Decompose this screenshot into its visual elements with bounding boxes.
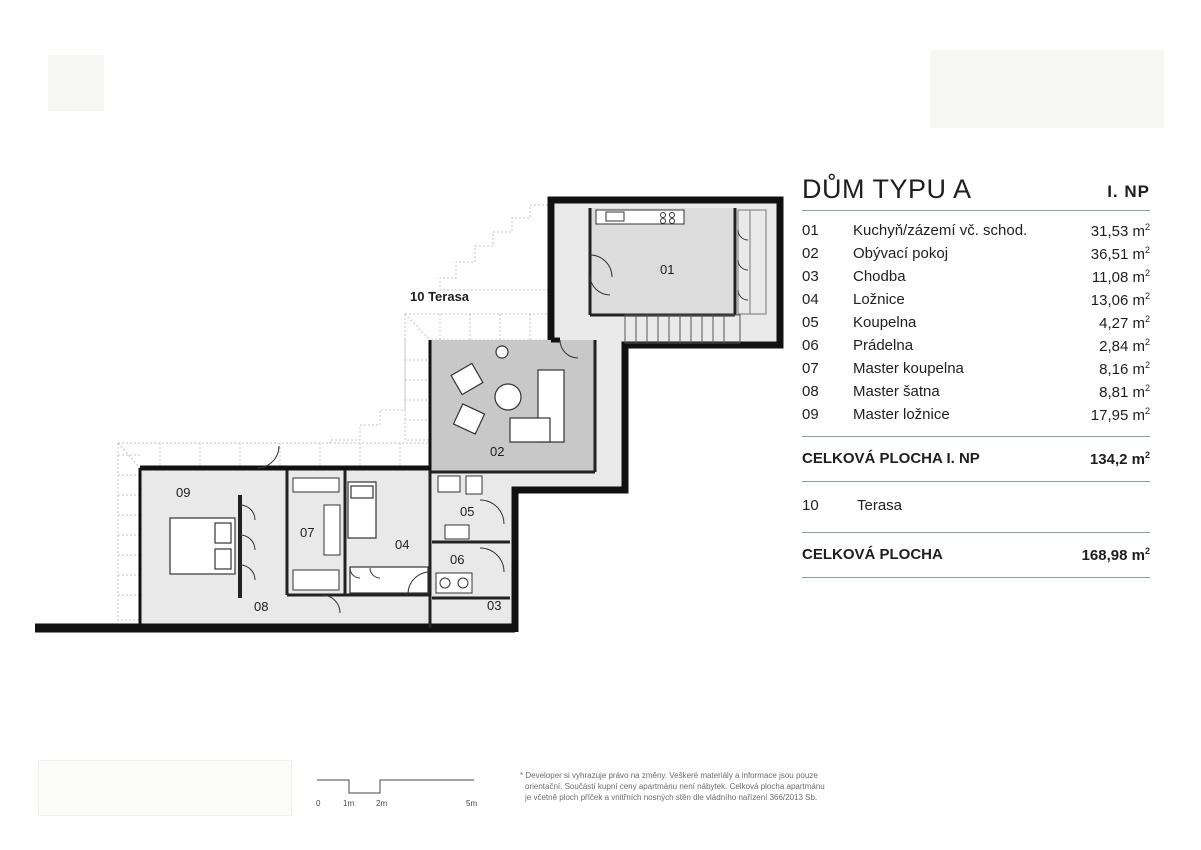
terrace-number: 10 xyxy=(802,497,819,514)
area-exponent: 2 xyxy=(1144,314,1150,324)
room-tag-08: 08 xyxy=(254,599,269,614)
area-unit: m xyxy=(1132,361,1145,378)
area-unit: m xyxy=(1132,384,1145,401)
total-label: CELKOVÁ PLOCHA xyxy=(802,546,943,563)
room-name: Ložnice xyxy=(853,291,905,308)
floor-label: I. NP xyxy=(1107,182,1150,201)
room-area-value: 2,84 xyxy=(1099,338,1129,355)
room-row xyxy=(802,334,1150,357)
area-exponent: 2 xyxy=(1144,383,1150,393)
room-number: 07 xyxy=(802,360,819,377)
floor-total-value: 134,2 $m^2$ xyxy=(1089,450,1150,468)
room-row xyxy=(802,311,1150,334)
area-unit: m xyxy=(1132,269,1145,286)
room-row xyxy=(802,380,1150,403)
room-number: 04 xyxy=(802,291,819,308)
room-row xyxy=(802,242,1150,265)
room-area xyxy=(1099,337,1150,355)
room-number: 01 xyxy=(802,222,819,239)
terrace-label: 10 Terasa xyxy=(410,289,470,304)
room-number: 03 xyxy=(802,268,819,285)
room-name: Master koupelna xyxy=(853,360,964,377)
scale-tick-2m: 2m xyxy=(376,799,388,808)
room-name: Obývací pokoj xyxy=(853,245,949,262)
room-tag-04: 04 xyxy=(395,537,410,552)
area-unit: m xyxy=(1132,338,1145,355)
room-name: Koupelna xyxy=(853,314,917,331)
room-name: Prádelna xyxy=(853,337,914,354)
scale-tick-0: 0 xyxy=(316,799,321,808)
room-row xyxy=(802,265,1150,288)
area-unit: m xyxy=(1132,292,1145,309)
floor-total-row xyxy=(802,437,1150,481)
area-unit: m xyxy=(1132,407,1145,424)
room-area-value: 11,08 xyxy=(1091,269,1129,286)
room-name: Master šatna xyxy=(853,383,940,400)
master-bed xyxy=(170,518,235,574)
room-area-value: 4,27 xyxy=(1099,315,1129,332)
room-row xyxy=(802,219,1150,242)
room-area xyxy=(1091,291,1150,309)
floor-total-label: CELKOVÁ PLOCHA I. NP xyxy=(802,450,980,467)
scale-bar xyxy=(314,775,484,815)
room-legend xyxy=(802,170,1150,578)
room-area xyxy=(1091,222,1150,240)
area-exponent: 2 xyxy=(1144,337,1150,347)
total-row xyxy=(802,533,1150,577)
area-exponent: 2 xyxy=(1144,291,1150,301)
room-tag-09: 09 xyxy=(176,485,191,500)
disclaimer-line: je včetně ploch příček a vnitřních nosných stěn dle vládního nařízení 366/2013 Sb. xyxy=(525,793,818,802)
room-area-value: 8,81 xyxy=(1099,384,1129,401)
area-exponent: 2 xyxy=(1144,406,1150,416)
brand-placeholder xyxy=(930,50,1164,128)
house-type-title: DŮM TYPU A xyxy=(802,174,972,204)
room-tag-06: 06 xyxy=(450,552,465,567)
room-area xyxy=(1091,406,1150,424)
divider xyxy=(802,577,1150,578)
area-unit: m xyxy=(1132,246,1145,263)
area-exponent: 2 xyxy=(1144,268,1150,278)
disclaimer-line: * Developer si vyhrazuje právo na změny. Veškeré materiály a informace jsou pouze xyxy=(520,771,818,780)
room-name: Master ložnice xyxy=(853,406,950,423)
kitchen-counter xyxy=(596,210,684,224)
room-tag-01: 01 xyxy=(660,262,675,277)
room-area xyxy=(1099,314,1150,332)
area-unit: m xyxy=(1132,223,1145,240)
room-name: Chodba xyxy=(853,268,906,285)
area-exponent: 2 xyxy=(1144,222,1150,232)
room-area xyxy=(1092,268,1150,286)
room-tag-02: 02 xyxy=(490,444,505,459)
area-exponent: 2 xyxy=(1144,360,1150,370)
room-number: 08 xyxy=(802,383,819,400)
scale-tick-1m: 1m xyxy=(343,799,355,808)
room-list xyxy=(802,219,1150,426)
room-name: Kuchyň/zázemí vč. schod. xyxy=(853,222,1028,239)
room-area xyxy=(1099,383,1150,401)
room-area-value: 8,16 xyxy=(1099,361,1129,378)
room-area-value: 31,53 xyxy=(1090,223,1129,240)
terrace-row xyxy=(802,482,1150,532)
room-row xyxy=(802,357,1150,380)
room-number: 09 xyxy=(802,406,819,423)
area-exponent: 2 xyxy=(1144,245,1150,255)
room-area xyxy=(1099,360,1150,378)
room-row xyxy=(802,403,1150,426)
divider xyxy=(802,210,1150,211)
terrace-name: Terasa xyxy=(857,497,903,514)
disclaimer xyxy=(520,770,860,803)
room-number: 02 xyxy=(802,245,819,262)
room-row xyxy=(802,288,1150,311)
room-tag-07: 07 xyxy=(300,525,315,540)
room-number: 06 xyxy=(802,337,819,354)
room-tag-05: 05 xyxy=(460,504,475,519)
scale-tick-5m: 5m xyxy=(466,799,478,808)
room-tag-03: 03 xyxy=(487,598,502,613)
room-area-value: 17,95 xyxy=(1090,407,1129,424)
room-area xyxy=(1091,245,1150,263)
total-value: 168,98 $m^2$ xyxy=(1081,546,1150,564)
room-area-value: 13,06 xyxy=(1090,292,1129,309)
room-area-value: 36,51 xyxy=(1090,246,1129,263)
room-number: 05 xyxy=(802,314,819,331)
footer-placeholder xyxy=(38,760,292,816)
disclaimer-line: orientační. Součástí kupní ceny apartmánu není nábytek. Celková plocha apartmánu xyxy=(525,782,825,791)
area-unit: m xyxy=(1132,315,1145,332)
